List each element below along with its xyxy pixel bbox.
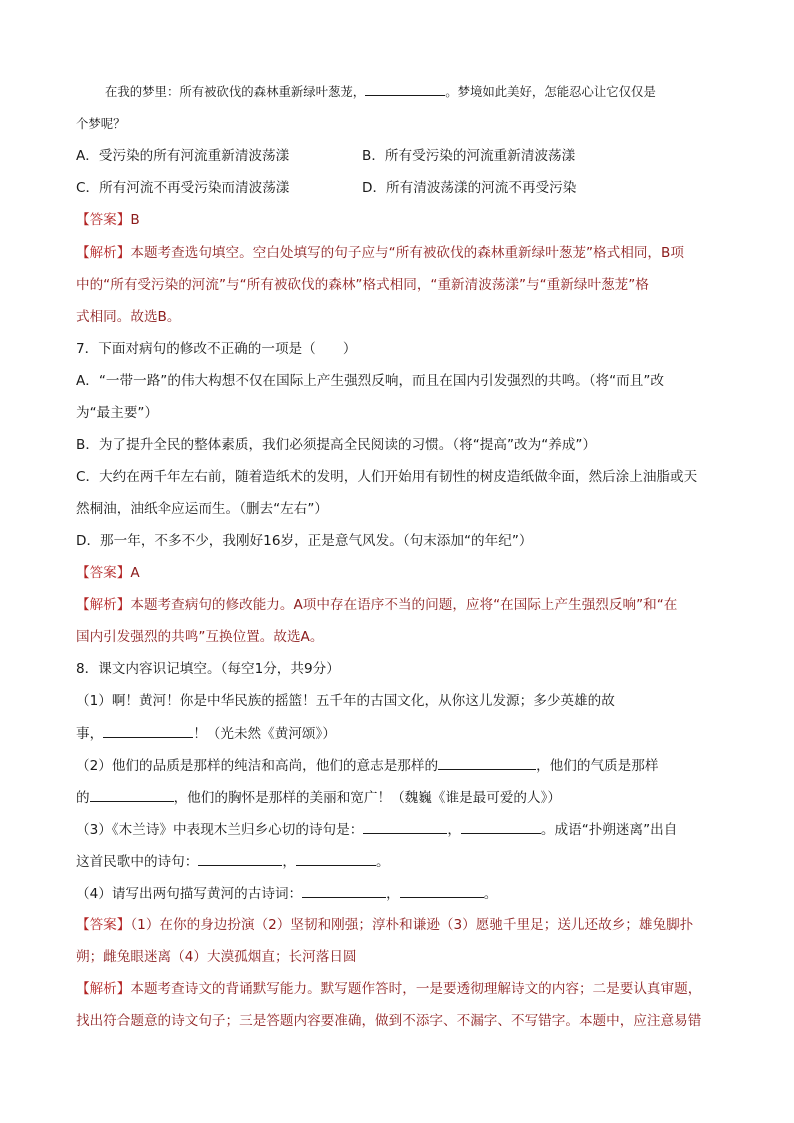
- q8-sub4-text-b: ，: [386, 886, 400, 902]
- q8-sub4-text-c: 。: [483, 886, 498, 902]
- q8-sub1-blank: [103, 723, 193, 738]
- q8-sub4-text-a: （4）请写出两句描写黄河的古诗词：: [76, 886, 303, 902]
- q6-option-b: B．所有受污染的河流重新清波荡漾: [362, 148, 576, 164]
- q6-stem-text-a: 在我的梦里：所有被砍伐的森林重新绿叶葱茏，: [105, 84, 366, 99]
- q8-sub2-text-c: 的: [76, 790, 90, 806]
- q8-analysis-line-1: [76, 979, 701, 999]
- q7-option-b: B．为了提升全民的整体素质，我们必须提高全民阅读的习惯。（将“提高”改为“养成”）: [76, 437, 597, 453]
- q8-sub1-text-b: 事，: [76, 726, 104, 742]
- q8-sub1-text-c: ！（光未然《黄河颂》）: [193, 726, 336, 742]
- q8-sub3-line-2: [76, 851, 390, 872]
- q6-stem-text-b: 。梦境如此美好，怎能忍心让它仅仅是: [445, 84, 656, 99]
- q6-options-row-1: [76, 146, 289, 166]
- q6-stem-line-2: 个梦呢？: [76, 116, 126, 131]
- answer-tag: 【答案】: [76, 212, 131, 228]
- q8-sub2-line-1: [76, 755, 658, 776]
- q6-analysis-line-3: 式相同。故选B。: [76, 309, 181, 325]
- q8-sub2-text-a: （2）他们的品质是那样的纯洁和高尚，他们的意志是那样的: [76, 758, 439, 774]
- q7-answer-value: A: [130, 565, 140, 581]
- q8-sub3-text-e: ，: [282, 854, 296, 870]
- q7-option-c-line-1: C．大约在两千年左右前，随着造纸术的发明，人们开始用有韧性的树皮造纸做伞面，然后涂上油脂或天: [76, 469, 698, 485]
- q8-sub4-blank-2: [400, 883, 484, 898]
- q8-sub3-text-d: 这首民歌中的诗句：: [76, 854, 199, 870]
- q6-fill-blank: [365, 81, 445, 96]
- q8-sub3-blank-1: [363, 819, 447, 834]
- q8-sub3-blank-3: [198, 851, 282, 866]
- q7-analysis-line-1: [76, 595, 677, 615]
- q6-option-d: D．所有清波荡漾的河流不再受污染: [362, 180, 577, 196]
- q8-sub3-blank-2: [461, 819, 541, 834]
- q7-analysis-line-2: 国内引发强烈的共鸣”互换位置。故选A。: [76, 629, 324, 645]
- answer-tag: 【答案】: [76, 565, 131, 581]
- analysis-tag: 【解析】: [76, 597, 131, 613]
- q8-stem: 8．课文内容识记填空。（每空1分，共9分）: [76, 661, 340, 677]
- q8-sub2-text-b: ，他们的气质是那样: [536, 758, 659, 774]
- q7-stem: 7．下面对病句的修改不正确的一项是（ ）: [76, 341, 357, 357]
- q8-sub1-line-2: [76, 723, 336, 744]
- q6-option-a: A．受污染的所有河流重新清波荡漾: [76, 148, 290, 164]
- q7-option-c-line-2: 然桐油，油纸伞应运而生。（删去“左右”）: [76, 501, 328, 517]
- q7-option-a-line-2: 为“最主要”）: [76, 405, 159, 421]
- q8-sub2-blank-2: [90, 787, 174, 802]
- q8-sub3-blank-4: [296, 851, 376, 866]
- q8-answer-line-1: [76, 915, 693, 935]
- q8-sub3-text-c: 。成语“扑朔迷离”出自: [540, 822, 678, 838]
- q8-sub2-blank-1: [438, 755, 536, 770]
- q8-sub3-line-1: [76, 819, 677, 840]
- q8-sub4-line: [76, 883, 497, 904]
- q7-option-d: D．那一年，不多不少，我刚好16岁，正是意气风发。（句末添加“的年纪”）: [76, 533, 533, 549]
- q8-sub3-text-a: （3）《木兰诗》中表现木兰归乡心切的诗句是：: [76, 822, 364, 838]
- analysis-tag: 【解析】: [76, 245, 131, 261]
- q6-option-c: C．所有河流不再受污染而清波荡漾: [76, 180, 290, 196]
- q7-answer: [76, 563, 140, 583]
- q8-sub2-line-2: [76, 787, 561, 808]
- analysis-tag: 【解析】: [76, 981, 131, 997]
- q8-sub3-text-b: ，: [447, 822, 461, 838]
- q8-sub3-text-f: 。: [375, 854, 390, 870]
- answer-tag: 【答案】: [76, 917, 131, 933]
- q6-analysis-line-1: [76, 243, 684, 263]
- q7-analysis-text-1: 本题考查病句的修改能力。A项中存在语序不当的问题，应将“在国际上产生强烈反响”和“在: [130, 597, 678, 613]
- q8-analysis-text-1: 本题考查诗文的背诵默写能力。默写题作答时，一是要透彻理解诗文的内容；二是要认真审题，: [130, 981, 702, 997]
- q6-stem-line-1: [105, 81, 656, 102]
- q6-analysis-text-1: 本题考查选句填空。空白处填写的句子应与“所有被砍伐的森林重新绿叶葱茏”格式相同，B项: [130, 245, 684, 261]
- q8-sub2-text-d: ，他们的胸怀是那样的美丽和宽广！（魏巍《谁是最可爱的人》）: [173, 790, 562, 806]
- q6-answer: [76, 210, 140, 230]
- q8-sub4-blank-1: [302, 883, 386, 898]
- q6-analysis-line-2: 中的“所有受污染的河流”与“所有被砍伐的森林”格式相同，“重新清波荡漾”与“重新绿叶葱茏”格: [76, 277, 649, 293]
- q8-sub1-line-1: （1）啊！黄河！你是中华民族的摇篮！五千年的古国文化，从你这儿发源；多少英雄的故: [76, 693, 615, 709]
- q8-answer-line-2: 朔；雌兔眼迷离（4）大漠孤烟直；长河落日圆: [76, 949, 357, 965]
- q8-analysis-line-2: 找出符合题意的诗文句子；三是答题内容要准确，做到不添字、不漏字、不写错字。本题中，应注意易错: [76, 1013, 702, 1029]
- q6-answer-value: B: [130, 212, 140, 228]
- q8-answer-text-1: （1）在你的身边扮演（2）坚韧和刚强；淳朴和谦逊（3）愿驰千里足；送儿还故乡；雄兔脚扑: [130, 917, 694, 933]
- q7-option-a-line-1: A．“一带一路”的伟大构想不仅在国际上产生强烈反响，而且在国内引发强烈的共鸣。（将“而且”改: [76, 373, 665, 389]
